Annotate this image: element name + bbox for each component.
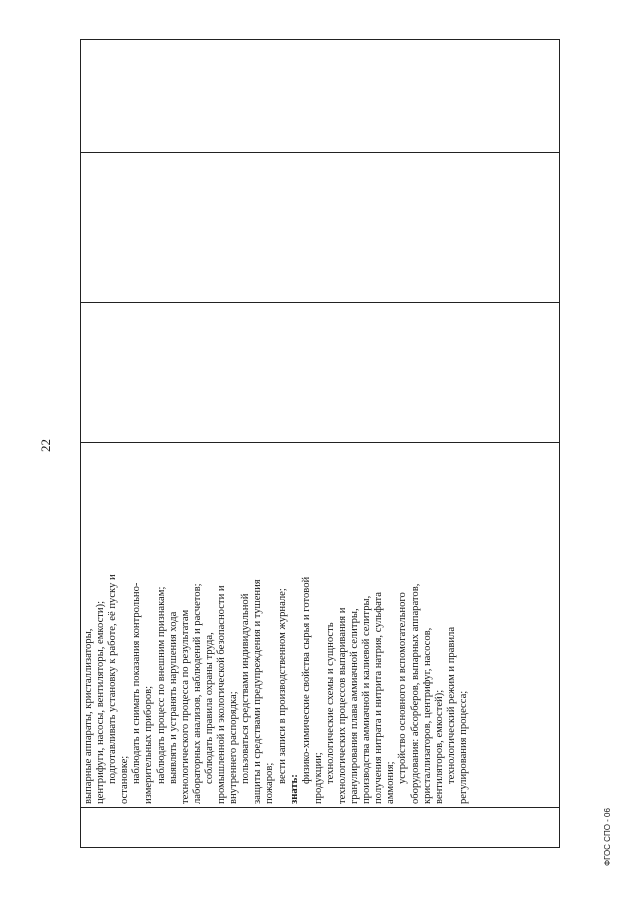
content-line: получения нитрата и нитрита натрия, сульфата: [373, 592, 385, 804]
content-line: выявлять и устранять нарушения хода: [167, 611, 179, 784]
content-line: пользоваться средствами индивидуальной: [240, 593, 252, 784]
content-line: внутреннего распорядка;: [228, 691, 240, 804]
content-line: подготавливать установку к работе, её пуску и: [107, 574, 119, 784]
content-line: вентиляторов, емкостей);: [433, 689, 445, 804]
content-line: промышленной и экологической безопасности и: [216, 585, 228, 804]
content-line: регулирования процесса;: [457, 690, 469, 804]
content-line: продукции;: [312, 752, 324, 804]
content-line: защиты и средствами предупреждения и тушения: [252, 579, 264, 804]
content-line: центрифуги, насосы, вентиляторы, емкости);: [95, 600, 107, 804]
content-line: гранулирования плава аммиачной селитры,: [349, 608, 361, 804]
content-line: технологические схемы и сущность: [324, 622, 336, 784]
table-cell-discipline: [81, 153, 560, 303]
page-number: 22: [38, 439, 53, 452]
table-cell-code: [81, 808, 560, 848]
table-cell-content: [81, 443, 560, 808]
competency-table: [80, 39, 560, 848]
content-line: соблюдать правила охраны труда,: [203, 632, 215, 784]
footer-label: ФГОС СПО - 06: [603, 808, 612, 866]
content-line: физико-химические свойства сырья и готовой: [300, 576, 312, 784]
content-line: производства аммиачной и калиевой селитры,: [361, 595, 373, 804]
content-line: оборудования: абсорберов, выпарных аппаратов,: [409, 583, 421, 804]
content-line: технологических процессов выпаривания и: [336, 607, 348, 804]
content-line: лабораторных анализов, наблюдений и расчетов;: [191, 583, 203, 804]
table-cell-competence: [81, 40, 560, 153]
content-line: технологический режим и правила: [445, 626, 457, 784]
content-line: знать:: [288, 774, 300, 804]
content-line: остановке;: [119, 755, 131, 804]
content-line: устройство основного и вспомогательного: [397, 592, 409, 784]
content-line: вести записи в производственном журнале;: [276, 588, 288, 784]
content-line: наблюдать процесс по внешним признакам;: [155, 586, 167, 784]
content-line: наблюдать и снимать показания контрольно-: [131, 582, 143, 784]
content-line: кристаллизаторов, центрифуг, насосов,: [421, 627, 433, 804]
content-line: аммония;: [385, 761, 397, 804]
content-text-block: [83, 446, 470, 804]
content-line: измерительных приборов;: [143, 685, 155, 804]
table-cell-hours: [81, 303, 560, 443]
content-line: пожаров;: [264, 762, 276, 804]
rotated-table-container: [80, 40, 560, 848]
content-line: технологического процесса по результатам: [179, 609, 191, 804]
content-line: выпарные аппараты, кристаллизаторы,: [83, 628, 94, 804]
